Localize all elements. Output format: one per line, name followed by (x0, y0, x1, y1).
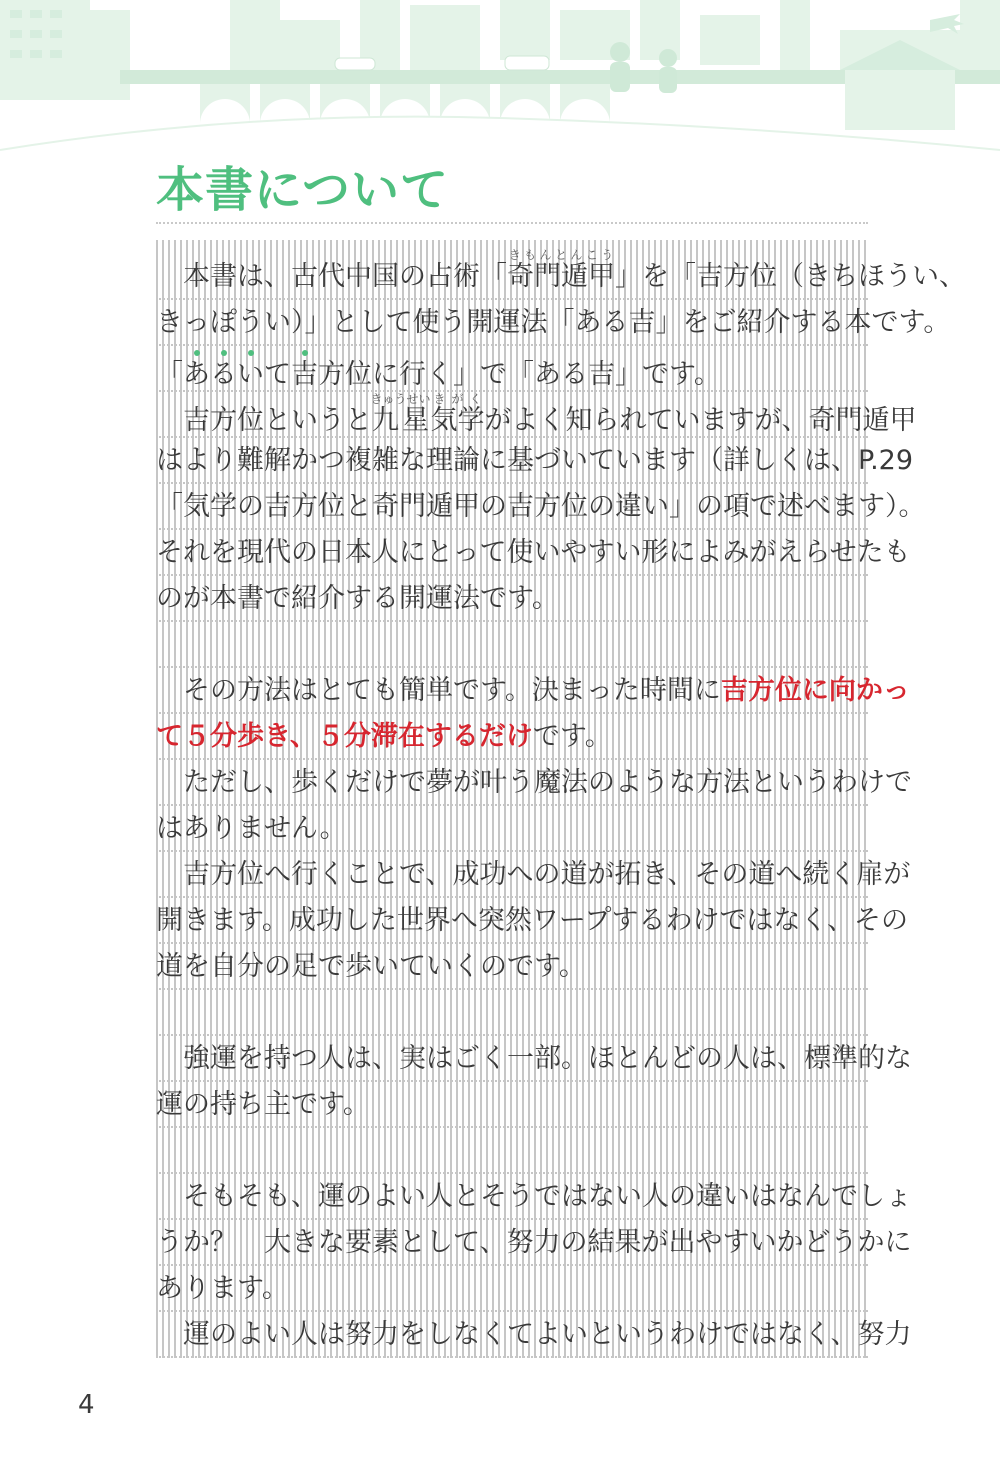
blank-line (156, 622, 868, 668)
emphasis-dot: る (210, 359, 237, 390)
paragraph-3 (156, 668, 910, 760)
text-line: のが本書で紹介する開運法です。 (156, 576, 868, 622)
header-city-illustration (0, 0, 1000, 160)
blank-line (156, 990, 868, 1036)
title-divider (156, 222, 868, 224)
paragraph-1 (156, 240, 966, 392)
emphasis-dot: い (237, 359, 264, 390)
text-line: ただし、歩くだけで夢が叶う魔法のような方法というわけで (156, 760, 868, 806)
text-line: あります。 (156, 1266, 868, 1312)
highlight-text: て５分歩き、５分滞在するだけ (156, 721, 533, 752)
paragraph-8 (156, 1312, 912, 1358)
paragraph-5 (156, 852, 911, 990)
emphasis-dot: あ (183, 359, 210, 390)
highlight-text: 吉方位に向かっ (720, 675, 910, 706)
text-line: 強運を持つ人は、実はごく一部。ほとんどの人は、標準的な (156, 1036, 868, 1082)
text-line: はより難解かつ複雑な理論に基づいています（詳しくは、P.29 (156, 438, 868, 484)
body-text (156, 240, 966, 1358)
text-line: 運のよい人は努力をしなくてよいというわけではなく、努力 (156, 1312, 868, 1358)
page-title: 本書について (156, 162, 450, 218)
paragraph-2 (156, 392, 926, 622)
text-line: て５分歩き、５分滞在するだけです。 (156, 714, 868, 760)
page-number: 4 (78, 1390, 95, 1420)
text-line: 吉方位というと九星きゅうせい気学きがくがよく知られていますが、奇門遁甲 (156, 392, 868, 438)
paragraph-7 (156, 1174, 912, 1312)
text-line: 「気学の吉方位と奇門遁甲の吉方位の違い」の項で述べます）。 (156, 484, 868, 530)
blank-line (156, 1128, 868, 1174)
text-line: 開きます。成功した世界へ突然ワープするわけではなく、その (156, 898, 868, 944)
paragraph-6 (156, 1036, 912, 1128)
text-line: 道を自分の足で歩いていくのです。 (156, 944, 868, 990)
text-line: 本書は、古代中国の占術「奇門遁甲きもんとんこう」を「吉方位（きちほうい、 (156, 240, 868, 300)
text-line: そもそも、運のよい人とそうではない人の違いはなんでしょ (156, 1174, 868, 1220)
text-line: うか？ 大きな要素として、努力の結果が出やすいかどうかに (156, 1220, 868, 1266)
text-line: それを現代の日本人にとって使いやすい形によみがえらせたも (156, 530, 868, 576)
text-line: 運の持ち主です。 (156, 1082, 868, 1128)
emphasis-dot: 吉 (291, 359, 318, 390)
text-line: その方法はとても簡単です。決まった時間に吉方位に向かっ (156, 668, 868, 714)
paragraph-4 (156, 760, 912, 852)
text-line: きっぽうい）」として使う開運法「ある吉」をご紹介する本です。 (156, 300, 868, 346)
text-line: 吉方位へ行くことで、成功への道が拓き、その道へ続く扉が (156, 852, 868, 898)
text-line: はありません。 (156, 806, 868, 852)
text-line: 「あるいて吉方位に行く」で「ある吉」です。 (156, 346, 868, 392)
